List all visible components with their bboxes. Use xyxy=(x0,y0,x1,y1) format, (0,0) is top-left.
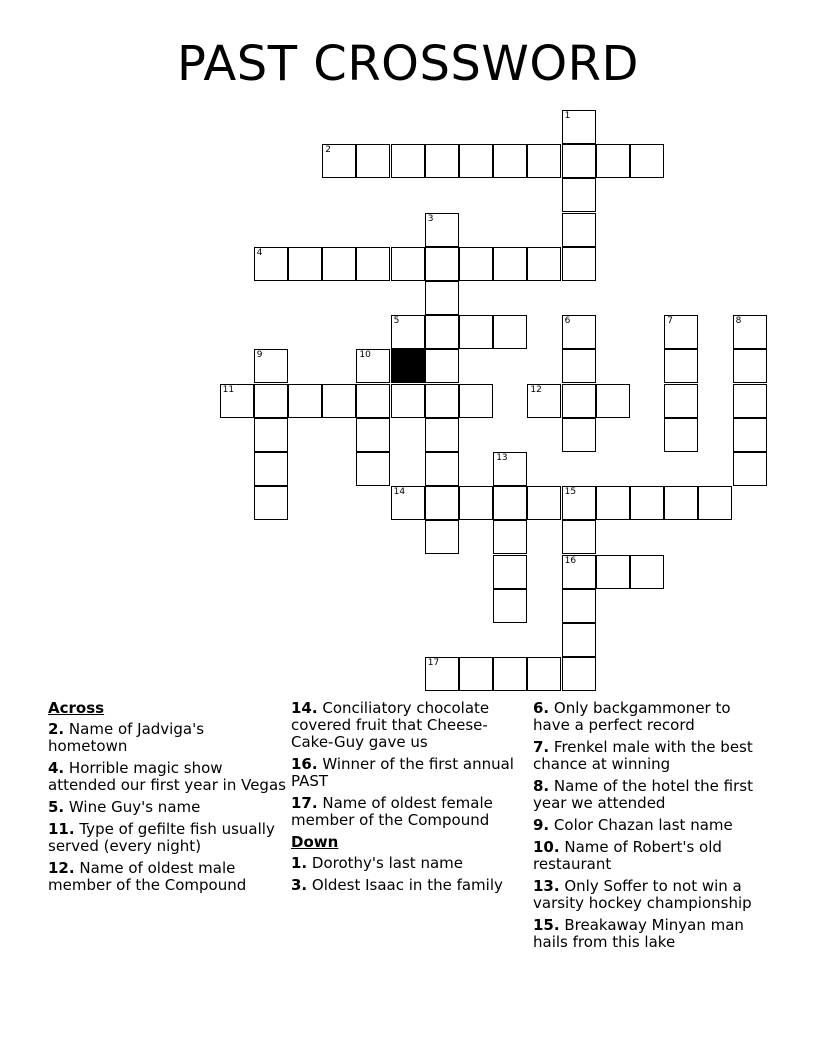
grid-cell[interactable] xyxy=(562,555,596,589)
clue-across-16: 16. Winner of the first annual PAST xyxy=(291,755,514,790)
grid-cell[interactable] xyxy=(459,384,493,418)
grid-cell[interactable] xyxy=(459,315,493,349)
grid-cell[interactable] xyxy=(322,144,356,178)
grid-cell[interactable] xyxy=(733,315,767,349)
clue-across-12: 12. Name of oldest male member of the Compound xyxy=(48,859,247,894)
clue-across-5: 5. Wine Guy's name xyxy=(48,798,201,816)
grid-cell[interactable] xyxy=(425,384,459,418)
clue-down-1: 1. Dorothy's last name xyxy=(291,854,463,872)
grid-cell[interactable] xyxy=(493,657,527,691)
grid-cell[interactable] xyxy=(254,247,288,281)
grid-cell[interactable] xyxy=(425,213,459,247)
cell-number: 12 xyxy=(530,384,542,395)
grid-cell[interactable] xyxy=(425,247,459,281)
grid-cell[interactable] xyxy=(562,486,596,520)
grid-cell[interactable] xyxy=(459,247,493,281)
grid-cell[interactable] xyxy=(664,418,698,452)
grid-cell[interactable] xyxy=(288,247,322,281)
clues-column-3 xyxy=(533,700,771,956)
cell-number: 15 xyxy=(564,487,577,498)
grid-cell[interactable] xyxy=(527,144,561,178)
grid-cell[interactable] xyxy=(288,384,322,418)
page-title: PAST CROSSWORD xyxy=(177,36,639,92)
grid-cell[interactable] xyxy=(562,589,596,623)
grid-cell[interactable] xyxy=(527,247,561,281)
cell-number: 14 xyxy=(393,487,406,498)
grid-cell[interactable] xyxy=(391,384,425,418)
grid-cell[interactable] xyxy=(356,144,390,178)
grid-cell[interactable] xyxy=(391,144,425,178)
cell-number: 10 xyxy=(359,350,371,361)
grid-cell[interactable] xyxy=(254,384,288,418)
grid-cell[interactable] xyxy=(630,486,664,520)
grid-cell[interactable] xyxy=(527,486,561,520)
grid-cell[interactable] xyxy=(562,110,596,144)
grid-cell[interactable] xyxy=(493,144,527,178)
cell-number: 13 xyxy=(496,453,508,463)
grid-cell[interactable] xyxy=(493,452,527,486)
grid-cell[interactable] xyxy=(733,452,767,486)
grid-cell[interactable] xyxy=(596,555,630,589)
grid-cell[interactable] xyxy=(425,315,459,349)
grid-cell[interactable] xyxy=(391,486,425,520)
grid-cell[interactable] xyxy=(254,349,288,383)
clue-down-7: 7. Frenkel male with the best chance at winning xyxy=(533,738,753,773)
clue-down-13: 13. Only Soffer to not win a varsity hockey championship xyxy=(533,877,752,912)
grid-cell[interactable] xyxy=(254,486,288,520)
cell-number: 6 xyxy=(564,316,571,327)
grid-cell[interactable] xyxy=(493,486,527,520)
grid-cell[interactable] xyxy=(425,657,459,691)
clue-across-4: 4. Horrible magic show attended our first year in Vegas xyxy=(48,759,286,794)
across-heading: Across xyxy=(48,699,105,717)
clue-across-2: 2. Name of Jadviga's hometown xyxy=(48,720,205,755)
grid-cell[interactable] xyxy=(493,247,527,281)
grid-cell[interactable] xyxy=(664,315,698,349)
grid-cell[interactable] xyxy=(493,520,527,554)
grid-cell[interactable] xyxy=(733,349,767,383)
grid-cell[interactable] xyxy=(391,247,425,281)
grid-cell[interactable] xyxy=(356,384,390,418)
clues-column-2 xyxy=(291,700,529,899)
grid-cell[interactable] xyxy=(356,349,390,383)
grid-cell[interactable] xyxy=(733,384,767,418)
grid-cell[interactable] xyxy=(459,144,493,178)
grid-cell[interactable] xyxy=(562,247,596,281)
cell-number: 11 xyxy=(222,384,235,395)
grid-cell[interactable] xyxy=(562,623,596,657)
grid-cell[interactable] xyxy=(562,657,596,691)
grid-cell[interactable] xyxy=(493,315,527,349)
grid-cell[interactable] xyxy=(527,657,561,691)
grid-cell[interactable] xyxy=(562,520,596,554)
clue-down-8: 8. Name of the hotel the first year we attended xyxy=(533,777,753,812)
grid-cell[interactable] xyxy=(391,315,425,349)
clue-across-14: 14. Conciliatory chocolate covered fruit that Cheese-Cake-Guy gave us xyxy=(291,699,490,751)
cell-number: 5 xyxy=(393,316,400,327)
grid-cell[interactable] xyxy=(562,384,596,418)
grid-cell[interactable] xyxy=(356,247,390,281)
cell-number: 1 xyxy=(564,111,571,121)
grid-cell[interactable] xyxy=(220,384,254,418)
clue-down-15: 15. Breakaway Minyan man hails from this lake xyxy=(533,916,744,951)
clues-column-1 xyxy=(48,700,286,899)
clue-down-10: 10. Name of Robert's old restaurant xyxy=(533,838,722,873)
cell-number: 7 xyxy=(667,316,673,327)
grid-cell[interactable] xyxy=(425,452,459,486)
grid-cell[interactable] xyxy=(425,349,459,383)
grid-cell[interactable] xyxy=(664,486,698,520)
grid-cell[interactable] xyxy=(733,418,767,452)
grid-cell[interactable] xyxy=(356,452,390,486)
grid-cell[interactable] xyxy=(322,384,356,418)
grid-cell[interactable] xyxy=(630,144,664,178)
grid-cell[interactable] xyxy=(562,418,596,452)
grid-cell[interactable] xyxy=(425,486,459,520)
grid-cell[interactable] xyxy=(698,486,732,520)
cell-number: 4 xyxy=(256,247,263,258)
clue-across-17: 17. Name of oldest female member of the Compound xyxy=(291,794,493,829)
grid-cell[interactable] xyxy=(562,144,596,178)
grid-cell[interactable] xyxy=(459,486,493,520)
clue-down-9: 9. Color Chazan last name xyxy=(533,816,733,834)
grid-cell[interactable] xyxy=(630,555,664,589)
grid-cell[interactable] xyxy=(562,349,596,383)
grid-cell[interactable] xyxy=(425,520,459,554)
cell-number: 2 xyxy=(325,145,331,156)
grid-cell[interactable] xyxy=(562,213,596,247)
cell-number: 8 xyxy=(735,316,742,327)
grid-cell[interactable] xyxy=(664,349,698,383)
cell-number: 16 xyxy=(564,555,577,566)
clue-down-6: 6. Only backgammoner to have a perfect record xyxy=(533,699,731,734)
grid-cell[interactable] xyxy=(493,589,527,623)
grid-cell[interactable] xyxy=(596,486,630,520)
grid-cell[interactable] xyxy=(664,384,698,418)
grid-cell[interactable] xyxy=(596,144,630,178)
grid-cell[interactable] xyxy=(425,144,459,178)
grid-cell[interactable] xyxy=(356,418,390,452)
cell-number: 17 xyxy=(427,658,440,669)
grid-cell[interactable] xyxy=(322,247,356,281)
cell-number: 3 xyxy=(427,213,434,224)
grid-cell[interactable] xyxy=(562,178,596,212)
grid-cell[interactable] xyxy=(254,418,288,452)
grid-cell-black xyxy=(391,349,425,383)
clue-across-11: 11. Type of gefilte fish usually served (every night) xyxy=(48,820,275,855)
grid-cell[interactable] xyxy=(459,657,493,691)
grid-cell[interactable] xyxy=(493,555,527,589)
grid-cell[interactable] xyxy=(254,452,288,486)
clue-down-3: 3. Oldest Isaac in the family xyxy=(291,876,503,894)
grid-cell[interactable] xyxy=(425,418,459,452)
grid-cell[interactable] xyxy=(596,384,630,418)
grid-cell[interactable] xyxy=(425,281,459,315)
cell-number: 9 xyxy=(256,350,263,361)
down-heading: Down xyxy=(291,833,339,851)
grid-cell[interactable] xyxy=(527,384,561,418)
grid-cell[interactable] xyxy=(562,315,596,349)
